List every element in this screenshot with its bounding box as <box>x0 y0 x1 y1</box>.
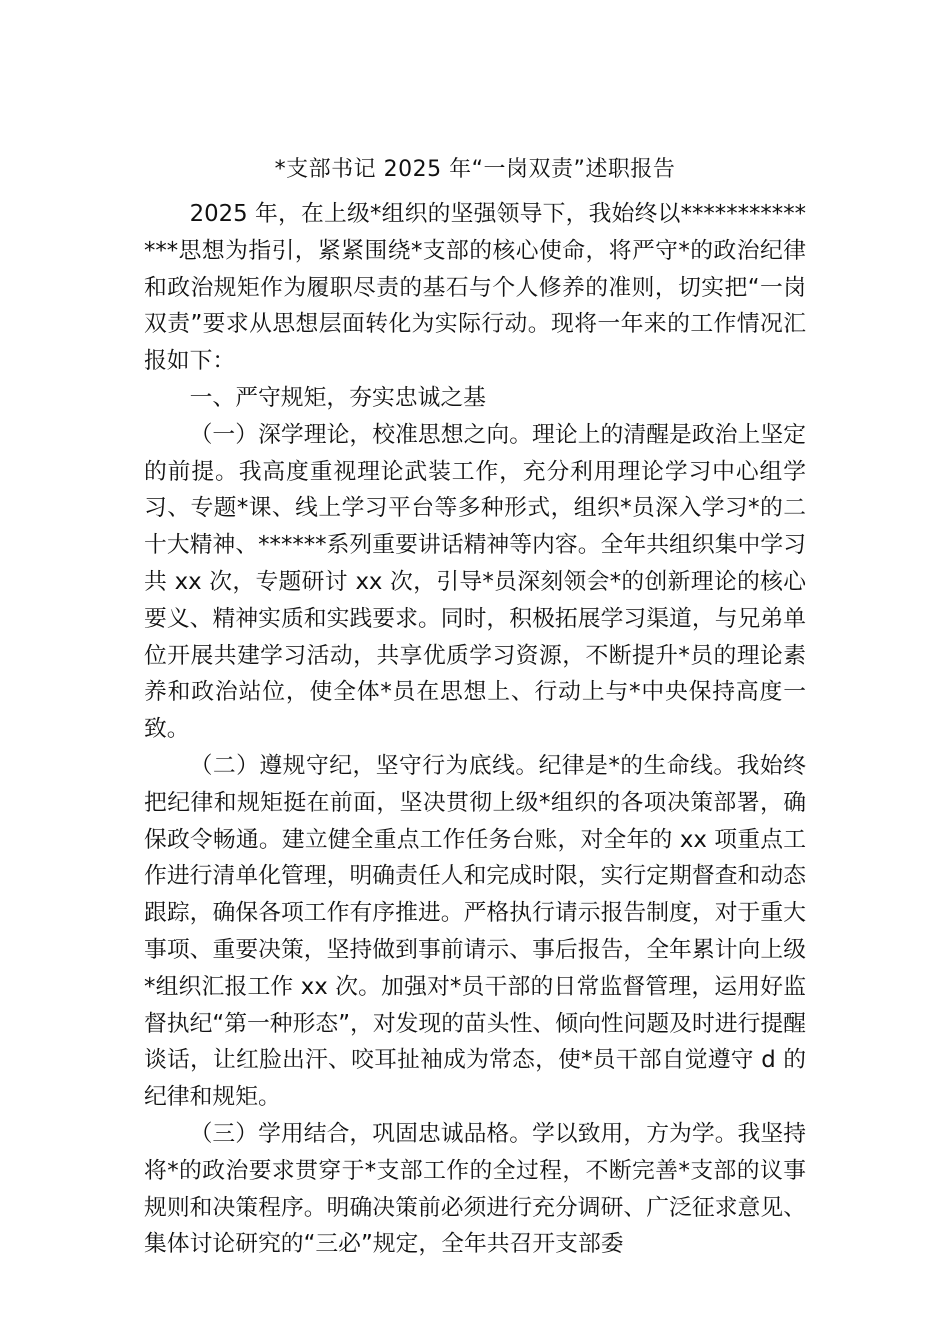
document-title: *支部书记 2025 年“一岗双责”述职报告 <box>274 157 676 182</box>
document-body <box>144 196 806 1263</box>
intro-paragraph: 2025 年，在上级*组织的坚强领导下，我始终以**************思想为指引，紧紧围绕*支部的核心使命，将严守*的政治纪律和政治规矩作为履职尽责的基石与个人修养的准则，切实把“一岗双责”要求从思想层面转化为实际行动。现将一年来的工作情况汇报如下： <box>144 201 806 375</box>
section-1-heading: 一、严守规矩，夯实忠诚之基 <box>189 384 486 411</box>
paragraph-2: （二）遵规守纪，坚守行为底线。纪律是*的生命线。我始终把纪律和规矩挺在前面，坚决贯彻上级*组织的各项决策部署，确保政令畅通。建立健全重点工作任务台账，对全年的 xx 项重点工作进行清单化管理，明确责任人和完成时限，实行定期督查和动态跟踪，确保各项工作有序推进。严格执行请示报告制度，对于重大事项、重要决策，坚持做到事前请示、事后报告，全年累计向上级*组织汇报工作 xx 次。加强对*员干部的日常监督管理，运用好监督执纪“第一种形态”，对发现的苗头性、倾向性问题及时进行提醒谈话，让红脸出汗、咬耳扯袖成为常态，使*员干部自觉遵守 d 的纪律和规矩。 <box>144 752 806 1111</box>
paragraph-1: （一）深学理论，校准思想之向。理论上的清醒是政治上坚定的前提。我高度重视理论武装工作，充分利用理论学习中心组学习、专题*课、线上学习平台等多种形式，组织*员深入学习*的二十大精神、******系列重要讲话精神等内容。全年共组织集中学习共 xx 次，专题研讨 xx 次，引导*员深刻领会*的创新理论的核心要义、精神实质和实践要求。同时，积极拓展学习渠道，与兄弟单位开展共建学习活动，共享优质学习资源，不断提升*员的理论素养和政治站位，使全体*员在思想上、行动上与*中央保持高度一致。 <box>144 421 806 743</box>
paragraph-3: （三）学用结合，巩固忠诚品格。学以致用，方为学。我坚持将*的政治要求贯穿于*支部工作的全过程，不断完善*支部的议事规则和决策程序。明确决策前必须进行充分调研、广泛征求意见、集体讨论研究的“三必”规定，全年共召开支部委 <box>144 1120 806 1258</box>
